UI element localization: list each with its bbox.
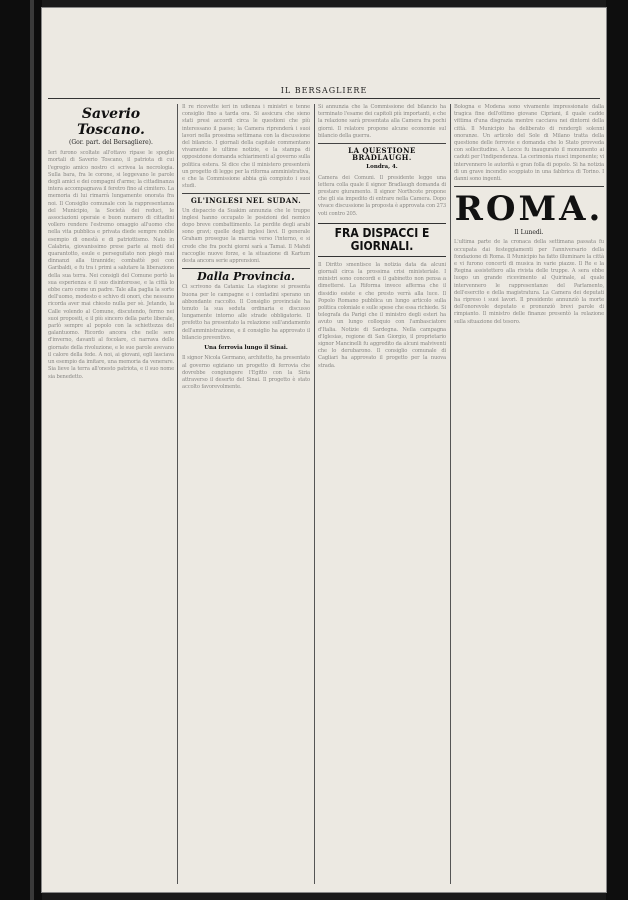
article-subtitle: (Gor. part. del Bersagliere). xyxy=(69,139,153,146)
article-title-dispacci-giornali: FRA DISPACCI E GIORNALI. xyxy=(318,223,446,257)
masthead: IL BERSAGLIERE xyxy=(280,86,368,95)
section-date: Il Lunedì. xyxy=(514,229,544,237)
article-body: Il Diritto smentisce la notizia data da alcuni giornali circa la prossima crisi ministeriale. I ministri sono concordi e il gabinetto non pensa a dimettersi. La Riforma invece afferma che il dissidio esiste e che presto verrà alla luce. Il Popolo Romano pubblica un lungo articolo sulla politica coloniale e sulle spese che essa richiede. Si telegrafa da Parigi che il ministro degli esteri ha avuto un lungo colloquio con l'ambasciatore d'Italia. Notizie di Sardegna. Nella campagna d'Iglesias, regione di San Giorgio, il proprietario signor Mancinelli fu aggredito da alcuni malviventi che lo derubarono. Il consiglio comunale di Cagliari ha approvato il progetto per la nuova strada. xyxy=(318,261,446,369)
article-title-saverio-toscano: Saverio Toscano. xyxy=(77,106,145,138)
column-3 xyxy=(318,104,446,884)
column-1 xyxy=(48,104,174,884)
article-body: Ci scrivono da Catania: La stagione si presenta buona per le campagne e i contadini sperano un abbondante raccolto. Il Consiglio provinciale ha tenuto la sua seduta ordinaria e discusso lungamente intorno alle strade obbligatorie. Il prefetto ha presentato la relazione sull'andamento dell'amministrazione, e il consiglio ha approvato il bilancio preventivo. xyxy=(182,284,310,341)
newspaper-page xyxy=(42,8,606,892)
scan-left-edge xyxy=(0,0,42,900)
article-body: Bologna e Modena sono vivamente impressionate dalla tragica fine dell'ottimo giovane Cipriani, il quale cadde vittima d'una disgrazia mentre cacciava nei dintorni della città. Il Municipio ha deliberato di rendergli solenni onoranze. Un articolo del Sole di Milano tratta della questione delle ferrovie e domanda che lo Stato provveda con sollecitudine. A Lecce fu inaugurato il monumento ai caduti per l'indipendenza. La cerimonia riuscì imponente; vi intervennero le autorità e gran folla di popolo. Si ha notizia di un grave incendio scoppiato in una fabbrica di Torino. I danni sono ingenti. xyxy=(454,104,604,183)
column-rule xyxy=(314,104,315,884)
column-rule xyxy=(177,104,178,884)
section-title-roma: ROMA. xyxy=(454,189,604,230)
article-title-ferrovia-sinai: Una ferrovia lungo il Sinai. xyxy=(204,345,288,352)
article-body: Ieri furono scoltate all'ottavo ripase le spoglie mortali di Saverio Toscano, il patriota di cui l'egregio amico nostro ci scrivea la necrologia. Sulla bara, fra le corone, si leggevano le parole degli amici e dei compagni d'arme; la cittadinanza intera accompagnava il feretro fino al cimitero. La memoria di lui rimarrà lungamente onorata fra noi. Il Consiglio comunale con la rappresentanza del Municipio, la Società dei reduci, le associazioni operaie e buon numero di cittadini vollero rendere l'estremo omaggio all'uomo che nella vita pubblica e privata diede sempre nobile esempio di onestà e di patriottismo. Nato in Calabria, giovanissimo prese parte ai moti del quarantotto, esule e perseguitato non piegò mai dinnanzi alla tirannide; combattè poi con Garibaldi, e fu tra i primi a salutare la liberazione della sua terra. Nei consigli del Comune portò la sua esperienza e il suo disinteresse, e la città lo ebbe caro come un padre. Tale alla paglia la sorte dell'uomo, modesto e schivo di onori, che nessuno ricorda aver mai chiesto nulla per sè. Jetando, la Calle volendo al Comune, discutendo, fermo nei suoi propositi, e il più sincero della parte liberale, parlò sempre al popolo con la schiettezza del galantuomo. Ricordo ancora che nelle sere d'inverno, davanti al focolare, ci narrava delle giornate della rivoluzione, e le sue parole avevano il calore della fede. A noi, ai giovani, egli lasciava un esempio da imitare, una memoria da venerare. Sia lieve la terra all'onesto patriota, e il suo nome sia benedetto. xyxy=(48,150,174,380)
article-dateline: Londra, 4. xyxy=(366,164,398,171)
article-body: Il signor Nicola Germano, architetto, ha presentato al governo egiziano un progetto di ferrovia che dovrebbe congiungere l'Egitto con la Siria attraverso il deserto del Sinai. Il progetto è stato accolto favorevolmente. xyxy=(182,355,310,391)
divider xyxy=(454,186,604,187)
article-title-inglesi-sudan: GL'INGLESI NEL SUDAN. xyxy=(190,196,302,206)
article-body: Il re ricevette ieri in udienza i ministri e tenne consiglio fino a tarda ora. Si assicura che sieno stati presi accordi circa le questioni che più interessano il paese; la Camera riprenderà i suoi lavori nella prossima settimana con la discussione del bilancio. I giornali della capitale commentano vivamente le ultime notizie, e la stampa di opposizione domanda schiarimenti al governo sulla politica estera. Si dice che il ministero presenterà un progetto di legge per la riforma amministrativa, e che la Commissione abbia già compiuto i suoi studi. xyxy=(182,104,310,190)
article-body: Si annunzia che la Commissione del bilancio ha terminato l'esame dei capitoli più importanti, e che la relazione sarà presentata alla Camera fra pochi giorni. Il relatore propone alcune economie sul bilancio della guerra. xyxy=(318,104,446,139)
divider xyxy=(182,268,310,269)
column-2 xyxy=(182,104,310,884)
scan-right-edge xyxy=(606,0,628,900)
divider xyxy=(318,143,446,144)
header-rule xyxy=(48,98,600,99)
divider xyxy=(182,193,310,194)
column-rule xyxy=(450,104,451,884)
article-body: Un dispaccio da Suakim annunzia che le truppe inglesi hanno occupato le posizioni del nemico dopo breve combattimento. Le perdite degli arabi sono gravi; quelle degli inglesi lievi. Il generale Graham prosegue la marcia verso l'interno, e si crede che fra pochi giorni sarà a Tamai. Il Mahdi raccoglie nuove forze, e la situazione di Kartum desta ancora serie apprensioni. xyxy=(182,207,310,265)
article-title-dalla-provincia: Dalla Provincia. xyxy=(197,270,295,284)
article-title-questione-bradlaugh: LA QUESTIONE BRADLAUGH. xyxy=(348,146,416,163)
article-body: Camera dei Comuni. Il presidente legge una lettera colla quale il signor Bradlaugh domanda di prestare giuramento. Il signor Northcote propone che gli sia impedito di entrare nella Camera. Dopo vivace discussione la proposta è approvata con 273 voti contro 205. xyxy=(318,174,446,217)
column-4 xyxy=(454,104,604,884)
article-body: L'ultima parte de la cronaca della settimana passata fu occupata dai festeggiamenti per l'anniversario della fondazione di Roma. Il Municipio ha fatto illuminare la città e vi furono concerti di musica in varie piazze. Il Re e la Regina assistettero alla rivista delle truppe. A sera ebbe luogo un grande ricevimento al Quirinale, al quale intervennero le rappresentanze del Parlamento, dell'esercito e della magistratura. La Camera dei deputati ha ripreso i suoi lavori. Il presidente annunziò la morte dell'onorevole deputato e pronunziò brevi parole di rimpianto. Il ministro delle finanze presentò la relazione sulla situazione del tesoro. xyxy=(454,239,604,325)
